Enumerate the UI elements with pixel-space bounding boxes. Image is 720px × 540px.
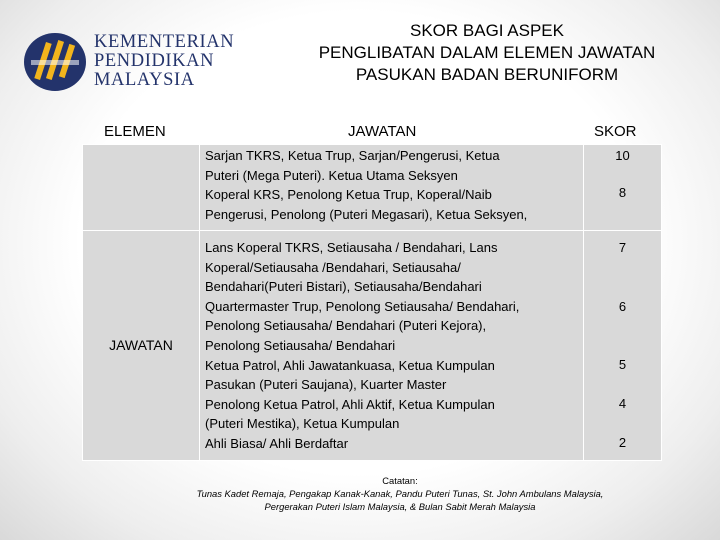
jawatan-line: Penolong Ketua Patrol, Ahli Aktif, Ketua Kumpulan bbox=[205, 396, 495, 412]
jawatan-line: Koperal KRS, Penolong Ketua Trup, Koperal/Naib bbox=[205, 187, 492, 203]
score-value: 8 bbox=[618, 185, 627, 200]
jawatan-line: Penolong Setiausaha/ Bendahari (Puteri Kejora), bbox=[205, 318, 487, 334]
jawatan-line: Ketua Patrol, Ahli Jawatankuasa, Ketua Kumpulan bbox=[205, 357, 495, 373]
footnote-label: Catatan: bbox=[382, 475, 418, 486]
score-table bbox=[82, 144, 662, 461]
ministry-emblem-icon bbox=[22, 28, 88, 94]
jawatan-line: Quartermaster Trup, Penolong Setiausaha/ Bendahari, bbox=[205, 298, 520, 314]
jawatan-line: Pengerusi, Penolong (Puteri Megasari), Ketua Seksyen, bbox=[205, 206, 528, 222]
footnote-line-2: Pergerakan Puteri Islam Malaysia, & Bulan Sabit Merah Malaysia bbox=[264, 501, 536, 512]
score-value: 10 bbox=[615, 148, 630, 163]
skor-cell bbox=[584, 231, 662, 461]
jawatan-line: Koperal/Setiausaha /Bendahari, Setiausaha/ bbox=[205, 259, 461, 275]
skor-cell bbox=[584, 145, 662, 231]
score-value: 5 bbox=[618, 357, 627, 372]
slide-title bbox=[262, 20, 712, 86]
header-elemen: ELEMEN bbox=[104, 123, 166, 140]
jawatan-line: Ahli Biasa/ Ahli Berdaftar bbox=[205, 435, 349, 451]
title-line-3: PASUKAN BADAN BERUNIFORM bbox=[355, 65, 619, 84]
jawatan-line: Pasukan (Puteri Saujana), Kuarter Master bbox=[205, 377, 447, 393]
score-value: 4 bbox=[618, 396, 627, 411]
jawatan-line: (Puteri Mestika), Ketua Kumpulan bbox=[205, 416, 400, 432]
title-line-1: SKOR BAGI ASPEK bbox=[409, 21, 564, 40]
score-value: 7 bbox=[618, 240, 627, 255]
score-value: 2 bbox=[618, 435, 627, 450]
jawatan-line: Penolong Setiausaha/ Bendahari bbox=[205, 337, 396, 353]
score-value: 6 bbox=[618, 299, 627, 314]
logo-wordmark bbox=[94, 33, 234, 90]
footnote-line-1: Tunas Kadet Remaja, Pengakap Kanak-Kanak, Pandu Puteri Tunas, St. John Ambulans Malaysia, bbox=[196, 488, 604, 499]
element-cell: JAWATAN bbox=[83, 231, 200, 461]
jawatan-line: Lans Koperal TKRS, Setiausaha / Bendahari, Lans bbox=[205, 240, 498, 255]
jawatan-line: Puteri (Mega Puteri). Ketua Utama Seksyen bbox=[205, 167, 458, 183]
table-row bbox=[83, 145, 662, 231]
logo-line-1: KEMENTERIAN bbox=[94, 32, 235, 52]
table-row bbox=[83, 231, 662, 461]
ministry-logo bbox=[22, 28, 248, 94]
table-header bbox=[82, 120, 664, 144]
jawatan-line: Sarjan TKRS, Ketua Trup, Sarjan/Pengerusi, Ketua bbox=[205, 148, 500, 163]
jawatan-cell bbox=[200, 145, 584, 231]
logo-line-2: PENDIDIKAN bbox=[94, 51, 215, 71]
logo-line-3: MALAYSIA bbox=[94, 70, 195, 90]
jawatan-line: Bendahari(Puteri Bistari), Setiausaha/Bendahari bbox=[205, 279, 482, 295]
title-line-2: PENGLIBATAN DALAM ELEMEN JAWATAN bbox=[318, 43, 656, 62]
header-jawatan: JAWATAN bbox=[348, 123, 417, 140]
footnote bbox=[150, 474, 650, 513]
header-skor: SKOR bbox=[594, 123, 637, 140]
jawatan-cell bbox=[200, 231, 584, 461]
element-cell-empty bbox=[83, 145, 200, 231]
